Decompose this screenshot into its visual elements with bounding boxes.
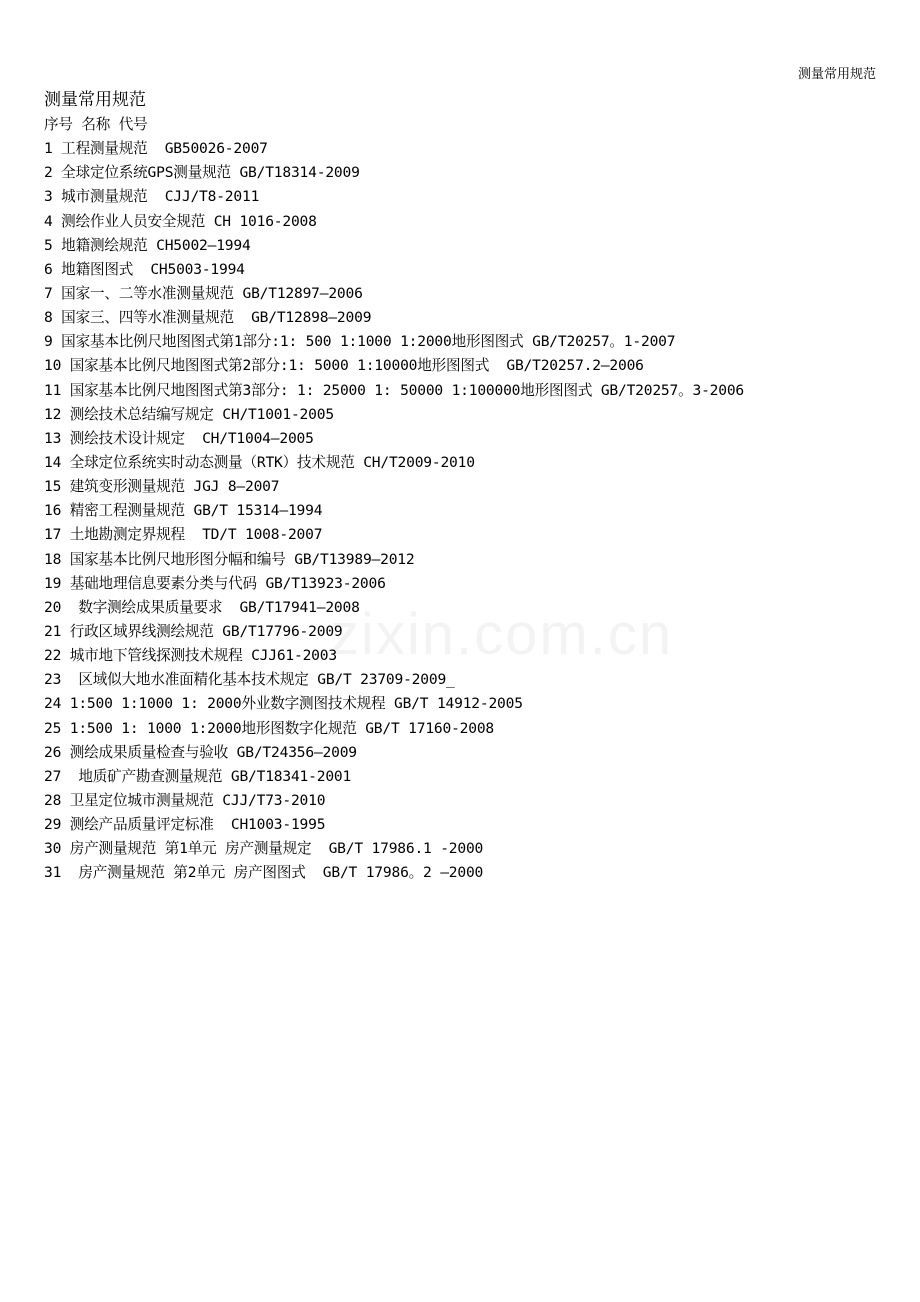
list-item: 9 国家基本比例尺地图图式第1部分:1: 500 1:1000 1:2000地形图图式 GB/T20257。1-2007	[44, 333, 676, 351]
standards-list	[44, 113, 904, 886]
list-item: 31 房产测量规范 第2单元 房产图图式 GB/T 17986。2 —2000	[44, 864, 484, 882]
list-item: 1 工程测量规范 GB50026-2007	[44, 140, 268, 158]
list-item: 30 房产测量规范 第1单元 房产测量规定 GB/T 17986.1 -2000	[44, 840, 484, 858]
list-item: 3 城市测量规范 CJJ/T8-2011	[44, 188, 260, 206]
list-item: 14 全球定位系统实时动态测量（RTK）技术规范 CH/T2009-2010	[44, 453, 475, 471]
running-header: 测量常用规范	[797, 67, 876, 82]
list-item: 16 精密工程测量规范 GB/T 15314—1994	[44, 502, 323, 520]
list-item: 6 地籍图图式 CH5003-1994	[44, 260, 245, 278]
list-item: 15 建筑变形测量规范 JGJ 8—2007	[44, 478, 280, 496]
list-item: 27 地质矿产勘查测量规范 GB/T18341-2001	[44, 767, 352, 785]
list-item: 5 地籍测绘规范 CH5002—1994	[44, 236, 251, 254]
list-item: 18 国家基本比例尺地形图分幅和编号 GB/T13989—2012	[44, 550, 415, 568]
list-item: 22 城市地下管线探测技术规程 CJJ61-2003	[44, 647, 337, 665]
list-item: 17 土地勘测定界规程 TD/T 1008-2007	[44, 526, 323, 544]
list-item: 19 基础地理信息要素分类与代码 GB/T13923-2006	[44, 574, 386, 592]
list-item: 10 国家基本比例尺地图图式第2部分:1: 5000 1:10000地形图图式 GB/T20257.2—2006	[44, 357, 644, 375]
list-item: 13 测绘技术设计规定 CH/T1004—2005	[44, 429, 314, 447]
list-item: 23 区域似大地水准面精化基本技术规定 GB/T 23709-2009_	[44, 671, 455, 689]
list-item: 7 国家一、二等水准测量规范 GB/T12897—2006	[44, 284, 363, 302]
list-item: 8 国家三、四等水准测量规范 GB/T12898—2009	[44, 309, 372, 327]
list-header: 序号 名称 代号	[44, 116, 148, 133]
list-item: 29 测绘产品质量评定标准 CH1003-1995	[44, 816, 326, 834]
list-item: 4 测绘作业人员安全规范 CH 1016-2008	[44, 212, 317, 230]
list-item: 11 国家基本比例尺地图图式第3部分: 1: 25000 1: 50000 1:100000地形图图式 GB/T20257。3-2006	[44, 381, 745, 399]
document-title: 测量常用规范	[44, 90, 146, 110]
list-item: 12 测绘技术总结编写规定 CH/T1001-2005	[44, 405, 334, 423]
list-item: 2 全球定位系统GPS测量规范 GB/T18314-2009	[44, 164, 360, 182]
list-item: 21 行政区域界线测绘规范 GB/T17796-2009	[44, 622, 343, 640]
list-item: 25 1:500 1: 1000 1:2000地形图数字化规范 GB/T 17160-2008	[44, 719, 495, 737]
list-item: 28 卫星定位城市测量规范 CJJ/T73-2010	[44, 791, 326, 809]
list-item: 26 测绘成果质量检查与验收 GB/T24356—2009	[44, 743, 357, 761]
watermark: zixin.com.cn	[330, 602, 674, 667]
list-item: 20 数字测绘成果质量要求 GB/T17941—2008	[44, 598, 360, 616]
list-item: 24 1:500 1:1000 1: 2000外业数字测图技术规程 GB/T 14912-2005	[44, 695, 523, 713]
